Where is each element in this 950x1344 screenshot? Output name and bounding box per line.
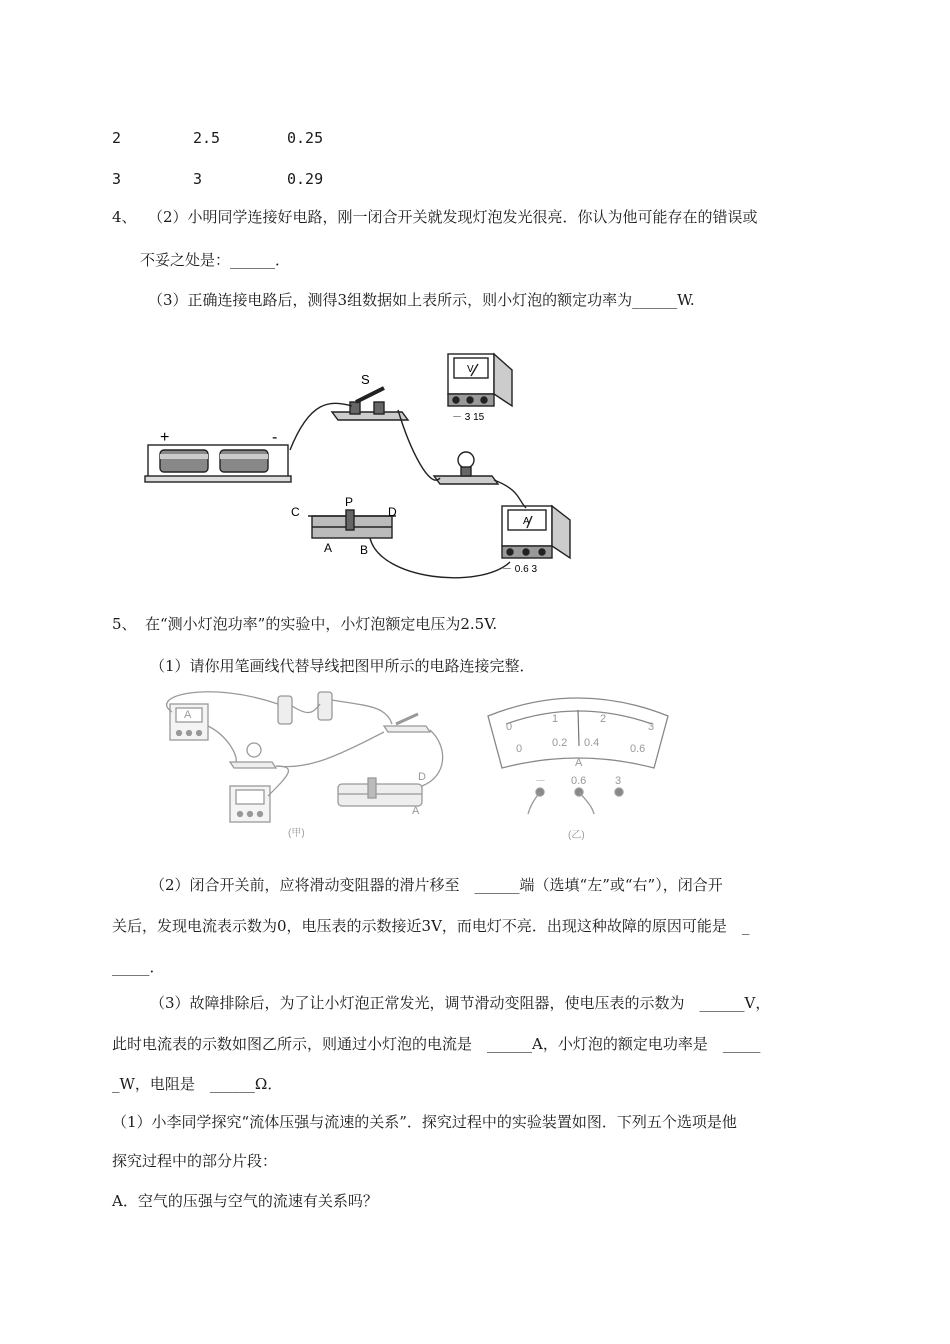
rheostat — [338, 784, 422, 806]
voltmeter-terminal-labels: － 3 15 — [452, 412, 485, 423]
switch-label: S — [361, 372, 370, 387]
table-cell-current: 0.25 — [287, 129, 324, 147]
figure-caption-left: (甲) — [288, 828, 305, 839]
q4-line1: （2）小明同学连接好电路，刚一闭合开关就发现灯泡发光很亮．你认为他可能存在的错误或 — [148, 208, 758, 226]
meter-bottom-scale-0-2: 0.2 — [552, 737, 568, 749]
battery-base — [145, 476, 291, 482]
meter-top-scale-3: 3 — [648, 721, 655, 733]
q5-title: 在“测小灯泡功率”的实验中，小灯泡额定电压为2.5V. — [145, 615, 498, 633]
battery-cell — [318, 692, 332, 720]
rheostat-label-p: P — [345, 495, 354, 509]
terminal-label-3: 3 — [615, 775, 622, 787]
battery-minus-label: - — [272, 429, 278, 446]
rheostat-label-a: A — [412, 805, 420, 817]
lamp-bulb — [458, 452, 474, 468]
wire — [290, 403, 352, 450]
battery-cell — [220, 450, 268, 472]
q6-line1: （1）小李同学探究“流体压强与流速的关系”．探究过程中的实验装置如图．下列五个选项是他 — [112, 1113, 737, 1131]
rheostat-slider — [368, 778, 376, 798]
q4-number: 4、 — [112, 208, 137, 226]
q5-part2-line3: _____． — [112, 958, 165, 976]
q5-part2-line1: （2）闭合开关前，应将滑动变阻器的滑片移至 ______端（选填“左”或“右”），闭合开 — [150, 876, 723, 894]
meter-top-scale-0: 0 — [506, 721, 513, 733]
q5-part3-line1: （3）故障排除后，为了让小灯泡正常发光，调节滑动变阻器，使电压表的示数为 ______V， — [150, 994, 771, 1012]
q4-line2: 不妥之处是：______． — [140, 251, 291, 269]
q4-line3: （3）正确连接电路后，测得3组数据如上表所示，则小灯泡的额定功率为______W. — [148, 291, 695, 309]
meter-bottom-scale-0: 0 — [516, 743, 523, 755]
ammeter-symbol: A — [184, 709, 192, 721]
rheostat-label-c: C — [291, 505, 300, 519]
q5-part2-line2: 关后，发现电流表示数为0，电压表的示数接近3V，而电灯不亮．出现这种故障的原因可能是 _ — [112, 917, 750, 935]
switch-base — [384, 726, 430, 732]
lamp-base — [434, 476, 498, 484]
meter-bottom-scale-0-6: 0.6 — [630, 743, 646, 755]
terminal-3 — [615, 788, 623, 796]
rheostat-label-b: B — [360, 543, 369, 557]
voltmeter-symbol: V — [467, 364, 474, 375]
q6-line2: 探究过程中的部分片段： — [112, 1152, 278, 1170]
lamp-bulb — [247, 743, 261, 757]
battery-plus-label: + — [160, 429, 170, 446]
battery-cell — [278, 696, 292, 724]
table-cell-voltage: 3 — [193, 170, 203, 188]
wire — [370, 538, 510, 578]
figure-caption-right: (乙) — [568, 830, 585, 841]
rheostat-label-a: A — [324, 541, 333, 555]
rheostat-label-d: D — [418, 771, 426, 783]
circuit-figure-1 — [140, 340, 580, 580]
meter-top-scale-2: 2 — [600, 713, 607, 725]
terminal-label-0-6: 0.6 — [571, 775, 587, 787]
meter-unit-label: A — [575, 757, 583, 769]
table-cell-index: 3 — [112, 170, 122, 188]
rheostat-label-d: D — [388, 505, 397, 519]
q5-part3-line3: _W，电阻是 ______Ω． — [112, 1075, 283, 1093]
table-cell-index: 2 — [112, 129, 122, 147]
rheostat-slider — [346, 510, 354, 530]
switch-lever — [396, 714, 418, 724]
meter-top-scale-1: 1 — [552, 713, 559, 725]
switch-lever — [356, 388, 384, 402]
ammeter-terminal-labels: － 0.6 3 — [502, 564, 538, 575]
q5-part1: （1）请你用笔画线代替导线把图甲所示的电路连接完整． — [150, 657, 535, 675]
table-cell-current: 0.29 — [287, 170, 324, 188]
lamp-base — [230, 762, 276, 768]
switch-base — [332, 412, 408, 420]
terminal-label-minus: － — [535, 775, 546, 787]
circuit-figure-2 — [148, 686, 688, 846]
ammeter-symbol: A — [523, 516, 530, 527]
table-cell-voltage: 2.5 — [193, 129, 221, 147]
meter-bottom-scale-0-4: 0.4 — [584, 737, 600, 749]
q5-part3-line2: 此时电流表的示数如图乙所示，则通过小灯泡的电流是 ______A，小灯泡的额定电功率是 _____ — [112, 1035, 761, 1053]
q5-number: 5、 — [112, 615, 137, 633]
q6-line3: A．空气的压强与空气的流速有关系吗？ — [112, 1192, 378, 1210]
battery-cell — [160, 450, 208, 472]
